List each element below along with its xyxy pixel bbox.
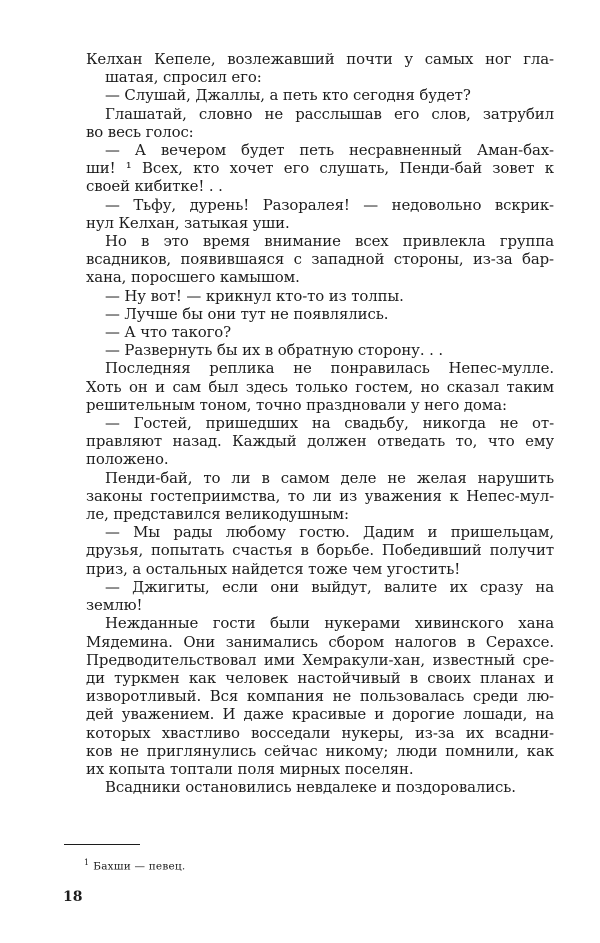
- text-line: — Тьфу, дурень! Разоралея! — недовольно вскрик-: [105, 195, 554, 214]
- text-line: шатая, спросил его:: [105, 68, 262, 87]
- text-line: ди туркмен как человек настойчивый в своих планах и: [86, 668, 554, 687]
- text-line: своей кибитке! . .: [86, 177, 223, 196]
- footnote: [84, 856, 185, 874]
- text-line: дей уважением. И даже красивые и дорогие лошади, на: [86, 705, 554, 724]
- text-line: Мядемина. Они занимались сбором налогов в Серахсе.: [86, 632, 554, 651]
- footnote-text: Бахши — певец.: [93, 860, 186, 873]
- text-line: нул Келхан, затыкая уши.: [86, 213, 290, 232]
- text-line: их копыта топтали поля мирных поселян.: [86, 759, 414, 778]
- text-line: — А что такого?: [105, 323, 232, 342]
- text-line: друзья, попытать счастья в борьбе. Победивший получит: [86, 541, 554, 560]
- text-line: — Мы рады любому гостю. Дадим и пришельцам,: [105, 523, 554, 542]
- text-line: Последняя реплика не понравилась Непес-мулле.: [105, 359, 554, 378]
- page-number: 18: [63, 889, 83, 905]
- text-line: Глашатай, словно не расслышав его слов, затрубил: [105, 104, 554, 123]
- text-line: — Слушай, Джаллы, а петь кто сегодня будет?: [105, 86, 471, 105]
- text-line: Предводительствовал ими Хемракули-хан, известный сре-: [86, 650, 554, 669]
- text-line: Келхан Кепеле, возлежавший почти у самых ног гла-: [86, 50, 554, 68]
- text-line: — Гостей, пришедших на свадьбу, никогда не от-: [105, 414, 554, 433]
- text-line: правляют назад. Каждый должен отведать то, что ему: [86, 432, 554, 451]
- text-line: — А вечером будет петь несравненный Аман-бах-: [105, 141, 554, 160]
- text-line: — Развернуть бы их в обратную сторону. . .: [105, 341, 444, 360]
- text-line: положено.: [86, 450, 169, 469]
- text-line: — Ну вот! — крикнул кто-то из толпы.: [105, 286, 404, 305]
- text-line: — Джигиты, если они выйдут, валите их сразу на: [105, 577, 554, 596]
- text-line: Нежданные гости были нукерами хивинского хана: [105, 614, 554, 633]
- text-line: приз, а остальных найдется тоже чем угостить!: [86, 559, 461, 578]
- text-line: хана, поросшего камышом.: [86, 268, 300, 287]
- text-line: ле, представился великодушным:: [86, 505, 349, 524]
- footnote-marker: 1: [84, 858, 90, 867]
- text-line: ков не приглянулись сейчас никому; люди помнили, как: [86, 741, 554, 760]
- text-line: Но в это время внимание всех привлекла группа: [105, 232, 554, 251]
- text-line: ши! ¹ Всех, кто хочет его слушать, Пенди-бай зовет к: [86, 159, 554, 178]
- footnote-divider: [64, 844, 140, 845]
- text-line: законы гостеприимства, то ли из уважения к Непес-мул-: [86, 486, 554, 505]
- page-body: [86, 50, 554, 796]
- text-line: — Лучше бы они тут не появлялись.: [105, 304, 389, 323]
- text-line: решительным тоном, точно праздновали у него дома:: [86, 395, 507, 414]
- text-line: землю!: [86, 596, 143, 615]
- text-line: во весь голос:: [86, 122, 194, 141]
- text-line: которых хвастливо восседали нукеры, из-за их всадни-: [86, 723, 554, 742]
- text-line: Пенди-бай, то ли в самом деле не желая нарушить: [105, 468, 554, 487]
- text-line: изворотливый. Вся компания не пользовалась среди лю-: [86, 687, 554, 706]
- text-line: Хоть он и сам был здесь только гостем, но сказал таким: [86, 377, 554, 396]
- text-line: Всадники остановились невдалеке и поздоровались.: [105, 778, 516, 797]
- text-line: всадников, появившаяся с западной стороны, из-за бар-: [86, 250, 554, 269]
